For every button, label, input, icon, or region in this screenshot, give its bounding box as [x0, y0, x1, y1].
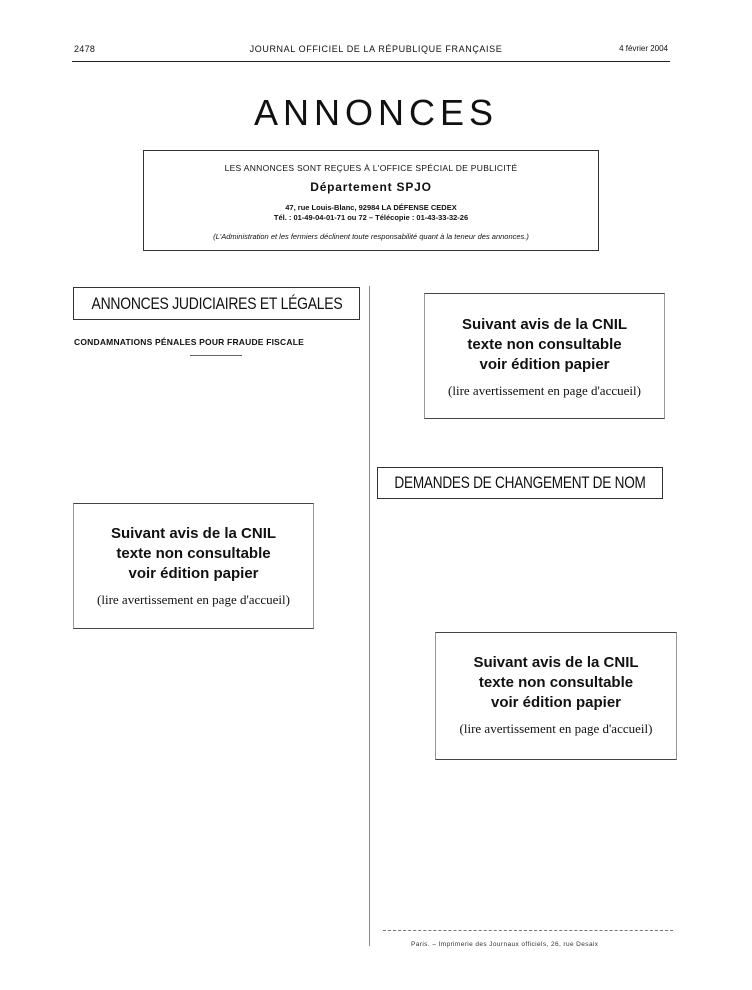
cnil-notice-line2: texte non consultable: [467, 336, 622, 353]
page-number: 2478: [74, 44, 96, 54]
info-box: [143, 150, 599, 251]
info-disclaimer: (L'Administration et les fermiers déclinent toute responsabilité quant à la teneur des annonces.): [213, 232, 529, 241]
section-heading-changement-nom: [377, 467, 663, 499]
footer-rule: [383, 930, 673, 931]
section-heading-judiciaires-label: ANNONCES JUDICIAIRES ET LÉGALES: [91, 293, 342, 313]
section-heading-changement-nom-label: DEMANDES DE CHANGEMENT DE NOM: [394, 473, 646, 492]
cnil-notice-line1: Suivant avis de la CNIL: [473, 654, 639, 671]
separator-rule: [190, 355, 242, 356]
header-rule: [72, 61, 670, 62]
cnil-notice-line1: Suivant avis de la CNIL: [110, 525, 277, 542]
cnil-notice-box: [424, 293, 665, 419]
info-reception-line: LES ANNONCES SONT REÇUES À L'OFFICE SPÉCIAL DE PUBLICITÉ: [224, 163, 518, 173]
issue-date: 4 février 2004: [619, 44, 668, 53]
printer-imprint: Paris. – Imprimerie des Journaux officiels, 26, rue Desaix: [411, 941, 599, 948]
info-phones: Tél. : 01-49-04-01-71 ou 72 – Télécopie : 01-43-33-32-26: [273, 213, 469, 222]
cnil-notice-note: (lire avertissement en page d'accueil): [448, 383, 641, 398]
info-address: 47, rue Louis-Blanc, 92984 LA DÉFENSE CEDEX: [285, 203, 457, 212]
cnil-notice-line3: voir édition papier: [128, 565, 259, 582]
subheading-condamnations: CONDAMNATIONS PÉNALES POUR FRAUDE FISCALE: [74, 337, 304, 347]
journal-title: JOURNAL OFFICIEL DE LA RÉPUBLIQUE FRANÇAISE: [249, 44, 503, 54]
cnil-notice-line2: texte non consultable: [478, 674, 634, 691]
column-divider: [369, 286, 370, 946]
cnil-notice-line1: Suivant avis de la CNIL: [461, 316, 628, 333]
cnil-notice-box: [435, 632, 677, 760]
info-department: Département SPJO: [310, 180, 432, 194]
cnil-notice-line2: texte non consultable: [116, 545, 271, 562]
section-heading-judiciaires: [73, 287, 360, 320]
cnil-notice-line3: voir édition papier: [479, 356, 610, 373]
cnil-notice-note: (lire avertissement en page d'accueil): [97, 592, 290, 607]
page-title: ANNONCES: [253, 92, 499, 133]
cnil-notice-note: (lire avertissement en page d'accueil): [459, 721, 653, 736]
cnil-notice-box: [73, 503, 314, 629]
cnil-notice-line3: voir édition papier: [490, 694, 622, 711]
